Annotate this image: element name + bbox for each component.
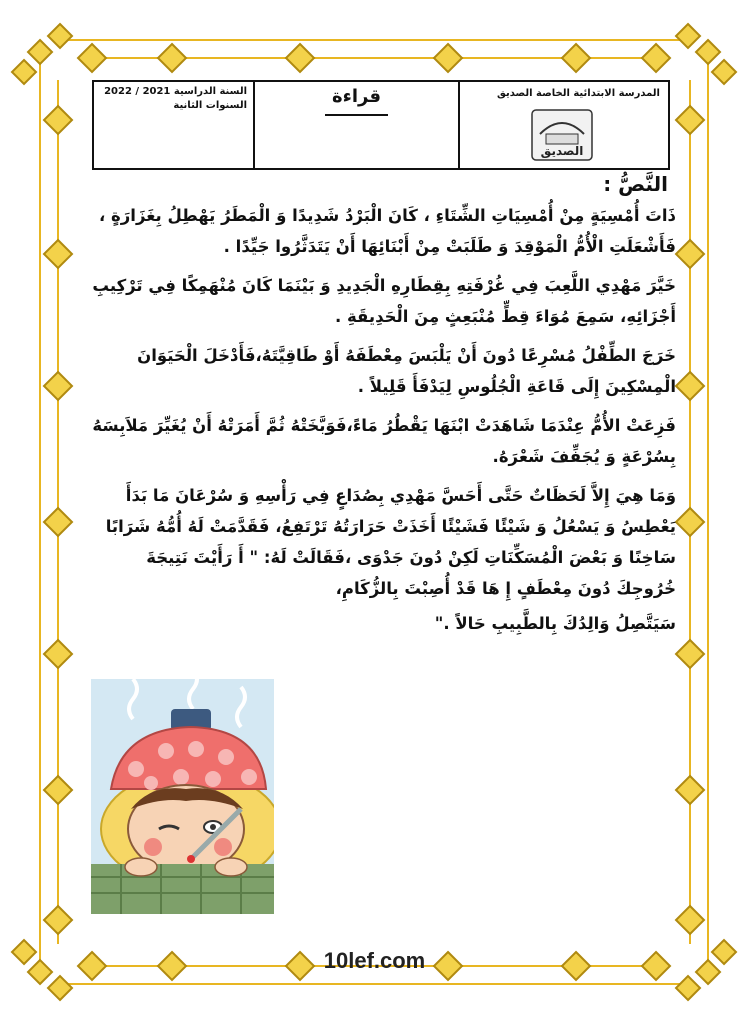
school-name: المدرسة الابتدائية الخاصة الصديق <box>496 88 660 99</box>
paragraph-3: خَرَجَ الطِّفْلُ مُسْرِعًا دُونَ أَنْ يَلْبَسَ مِعْطَفَهُ أَوْ طَاقِيَّتَهُ،فَأَدْخَلَ الْحَيَوَانَ الْمِسْكِينَ إِلَى قَاعَةِ الْجُلُوسِ لِيَدْفَأَ قَلِيلاً . <box>137 346 676 396</box>
paragraph-6: سَيَتَّصِلُ وَالِدُكَ بِالطَّبِيبِ حَالاً ." <box>434 614 676 633</box>
class-level: السنوات الثانية <box>173 100 247 111</box>
reading-text <box>88 172 680 647</box>
paragraph-4: فَزِعَتْ الأُمُّ عِنْدَمَا شَاهَدَتْ ابْنَهَا يَقْطُرُ مَاءً،فَوَبَّخَتْهُ ثُمَّ أَمَرَتْهُ أَنْ يُغَيِّرَ مَلاَبِسَهُ بِسُرْعَةٍ وَ يُجَفِّفَ شَعْرَهُ. <box>92 416 676 466</box>
logo-text: الصديق <box>540 144 584 158</box>
paragraph-2: خَيَّرَ مَهْدِي اللَّعِبَ فِي غُرْفَتِهِ بِقِطَارِهِ الْجَدِيدِ وَ بَيْنَمَا كَانَ مُنْهَمِكًا فِي تَرْكِيبِ أَجْزَائِهِ، سَمِعَ مُوَاءَ قِطٍّ مُنْبَعِثٍ مِنَ الْحَدِيقَةِ . <box>92 276 676 326</box>
corner-diamond <box>28 40 52 64</box>
paragraph-1: ذَاتَ أُمْسِيَةٍ مِنْ أُمْسِيَاتِ الشِّتَاءِ ، كَانَ الْبَرْدُ شَدِيدًا وَ الْمَطَرُ يَهْطِلُ بِغَزَارَةٍ ، فَأَشْعَلَتِ الْأُمُّ الْمَوْقِدَ وَ طَلَبَتْ مِنْ أَبْنَائِهَا أَنْ يَتَدَثَّرُوا جَيِّدًا . <box>99 206 676 256</box>
school-cell <box>458 82 668 168</box>
header-table <box>92 80 670 170</box>
subject-title: قراءة <box>332 86 381 107</box>
text-heading: النَّصُّ : <box>603 172 668 196</box>
school-year: السنة الدراسية 2021 / 2022 <box>104 86 247 97</box>
year-cell <box>94 82 253 168</box>
sick-child-illustration <box>91 679 274 914</box>
paragraph-5: وَمَا هِيَ إِلاَّ لَحَظَاتٌ حَتَّى أَحَسَّ مَهْدِي بِصُدَاعٍ فِي رَأْسِهِ وَ سُرْعَانَ مَا بَدَأَ يَعْطِسُ وَ يَسْعُلُ وَ شَيْئًا فَشَيْئًا أَخَذَتْ حَرَارَتُهُ تَرْتَفِعُ، فَقَدَّمَتْ لَهُ أُمُّهُ شَرَابًا سَاخِنًا وَ بَعْضَ الْمُسَكِّنَاتِ لَكِنْ دُونَ جَدْوَى ،فَقَالَتْ لَهُ: " أَ رَأَيْتَ نَتِيجَةَ خُرُوجِكَ دُونَ مِعْطَفٍ إِ هَا قَدْ أُصِبْتَ بِالزُّكَامِ، <box>105 486 676 598</box>
school-logo <box>526 108 598 164</box>
website-watermark[interactable]: 10lef.com <box>323 948 426 973</box>
subject-underline <box>325 114 388 116</box>
subject-cell <box>253 82 458 168</box>
